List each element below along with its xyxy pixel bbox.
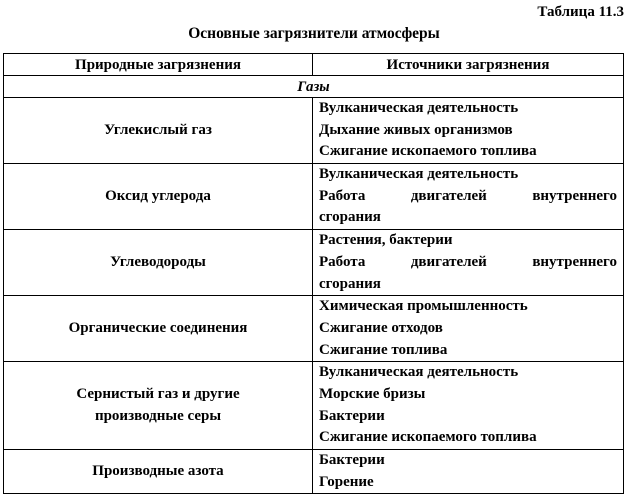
source-item: Бактерии <box>319 407 385 424</box>
table-row <box>4 296 624 362</box>
pollutant-name: Производные азота <box>4 450 313 494</box>
pollutant-name: Углекислый газ <box>4 98 313 164</box>
table-title: Основные загрязнители атмосферы <box>188 25 440 42</box>
header-row <box>4 54 624 76</box>
source-item: Морские бризы <box>319 385 426 402</box>
table-row <box>4 230 624 296</box>
column-header-natural-pollutants: Природные загрязнения <box>4 54 313 76</box>
group-row <box>4 76 624 98</box>
source-item: сгорания <box>319 209 381 226</box>
source-item: Химическая промышленность <box>319 298 528 315</box>
source-item: Работа двигателей внутреннего <box>319 253 617 270</box>
sources-cell <box>313 98 624 164</box>
source-item: Дыхание живых организмов <box>319 121 513 138</box>
source-item: Вулканическая деятельность <box>319 166 519 183</box>
pollutant-name-line: Сернистый газ и другие <box>76 386 240 403</box>
table-number: Таблица 11.3 <box>537 4 624 20</box>
source-item: сгорания <box>319 275 381 292</box>
source-item: Бактерии <box>319 452 385 468</box>
sources-cell <box>313 362 624 450</box>
source-item: Сжигание отходов <box>319 319 443 336</box>
source-item: Сжигание ископаемого топлива <box>319 143 537 160</box>
table-row <box>4 164 624 230</box>
pollutant-name: Оксид углерода <box>4 164 313 230</box>
source-item: Сжигание ископаемого топлива <box>319 429 537 446</box>
column-header-pollution-sources: Источники загрязнения <box>313 54 624 76</box>
pollutant-name <box>4 362 313 450</box>
table-row <box>4 450 624 494</box>
sources-cell <box>313 296 624 362</box>
source-item: Горение <box>319 473 374 490</box>
source-item: Работа двигателей внутреннего <box>319 187 617 204</box>
pollutant-name: Углеводороды <box>4 230 313 296</box>
group-label: Газы <box>4 76 624 98</box>
sources-cell <box>313 450 624 494</box>
table-row <box>4 362 624 450</box>
sources-cell <box>313 164 624 230</box>
source-item: Вулканическая деятельность <box>319 100 519 116</box>
source-item: Вулканическая деятельность <box>319 364 519 381</box>
sources-cell <box>313 230 624 296</box>
pollutant-name: Органические соединения <box>4 296 313 362</box>
pollutants-table <box>3 53 624 494</box>
table-row <box>4 98 624 164</box>
source-item: Растения, бактерии <box>319 232 453 249</box>
source-item: Сжигание топлива <box>319 341 448 358</box>
pollutant-name-line: производные серы <box>94 407 222 424</box>
